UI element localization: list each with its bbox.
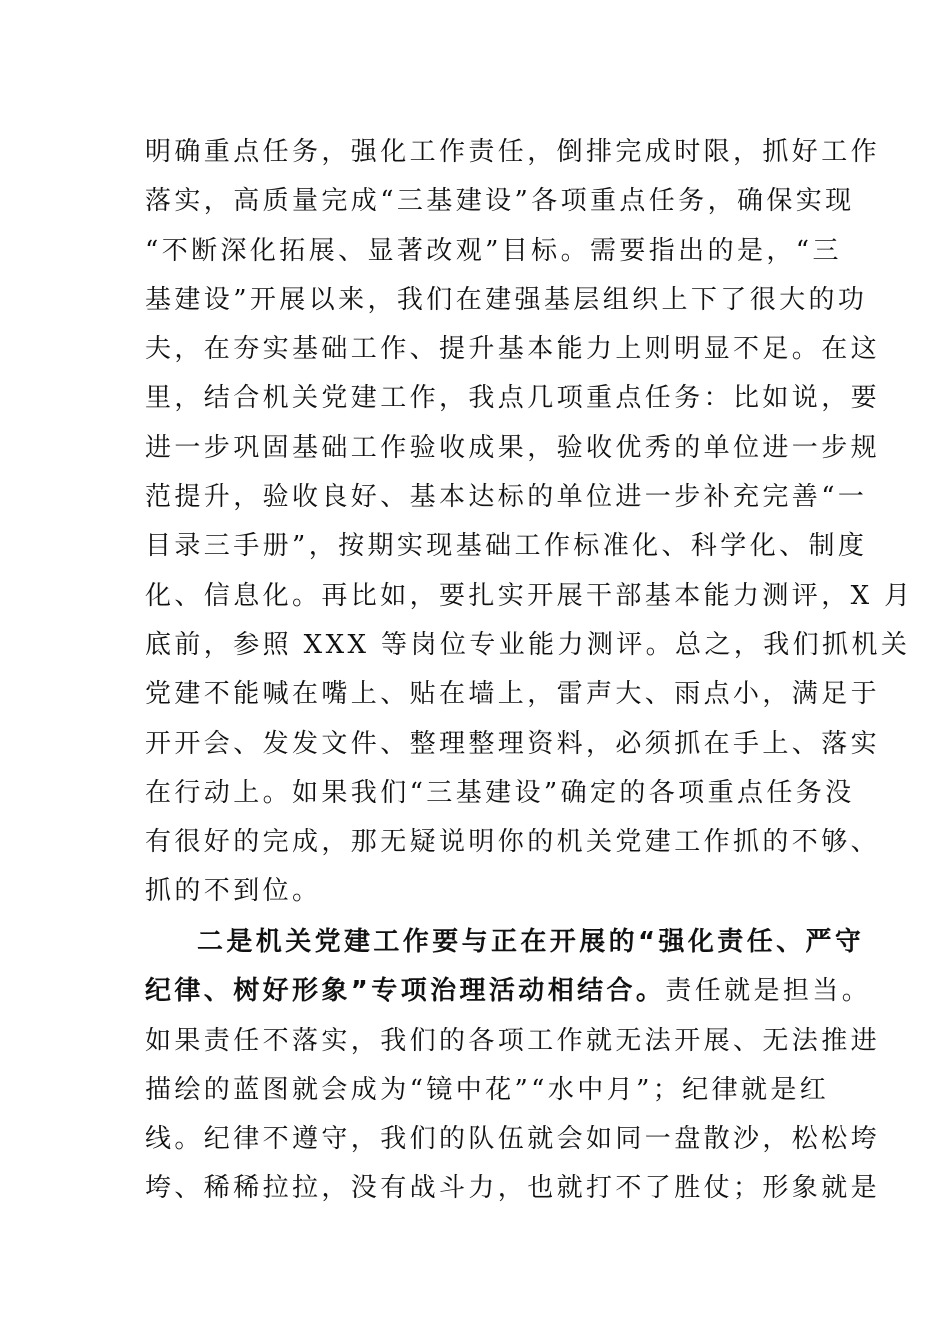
text-line: 在行动上。如果我们“三基建设”确定的各项重点任务没 xyxy=(145,777,855,808)
text-line: 抓的不到位。 xyxy=(145,876,322,907)
text-line: 基建设”开展以来，我们在建强基层组织上下了很大的功 xyxy=(145,284,868,315)
text-segment: 责任就是担当。 xyxy=(665,976,872,1007)
paragraph-1 xyxy=(145,128,914,917)
text-line: 开开会、发发文件、整理整理资料，必须抓在手上、落实 xyxy=(145,728,881,759)
text-line: 落实，高质量完成“三基建设”各项重点任务，确保实现 xyxy=(145,186,855,217)
bold-heading-text: 纪律、树好形象”专项治理活动相结合。 xyxy=(145,976,666,1007)
text-line: 垮、稀稀拉拉，没有战斗力，也就打不了胜仗；形象就是 xyxy=(145,1173,881,1204)
text-line: 底前，参照 XXX 等岗位专业能力测评。总之，我们抓机关 xyxy=(145,629,911,660)
text-line: 里，结合机关党建工作，我点几项重点任务：比如说，要 xyxy=(145,383,881,414)
text-line: 描绘的蓝图就会成为“镜中花”“水中月”；纪律就是红 xyxy=(145,1074,830,1105)
text-line: 夫，在夯实基础工作、提升基本能力上则明显不足。在这 xyxy=(145,334,881,365)
bold-heading-text: 二是机关党建工作要与正在开展的“强化责任、严守 xyxy=(197,927,865,957)
heading-line xyxy=(145,967,872,1016)
text-line: 目录三手册”，按期实现基础工作标准化、科学化、制度 xyxy=(145,531,868,562)
text-line: 如果责任不落实，我们的各项工作就无法开展、无法推进 xyxy=(145,1025,881,1056)
text-line: “不断深化拓展、显著改观”目标。需要指出的是，“三 xyxy=(145,235,842,266)
heading-line xyxy=(145,918,865,967)
text-line: 线。纪律不遵守，我们的队伍就会如同一盘散沙，松松垮 xyxy=(145,1124,881,1155)
text-line: 化、信息化。再比如，要扎实开展干部基本能力测评，X 月 xyxy=(145,580,914,611)
text-line: 有很好的完成，那无疑说明你的机关党建工作抓的不够、 xyxy=(145,827,881,858)
text-line: 明确重点任务，强化工作责任，倒排完成时限，抓好工作 xyxy=(145,137,881,167)
paragraph-2 xyxy=(145,918,881,1214)
text-line: 范提升，验收良好、基本达标的单位进一步补充完善“一 xyxy=(145,482,868,513)
text-line: 党建不能喊在嘴上、贴在墙上，雷声大、雨点小，满足于 xyxy=(145,679,881,710)
text-line: 进一步巩固基础工作验收成果，验收优秀的单位进一步规 xyxy=(145,432,881,463)
